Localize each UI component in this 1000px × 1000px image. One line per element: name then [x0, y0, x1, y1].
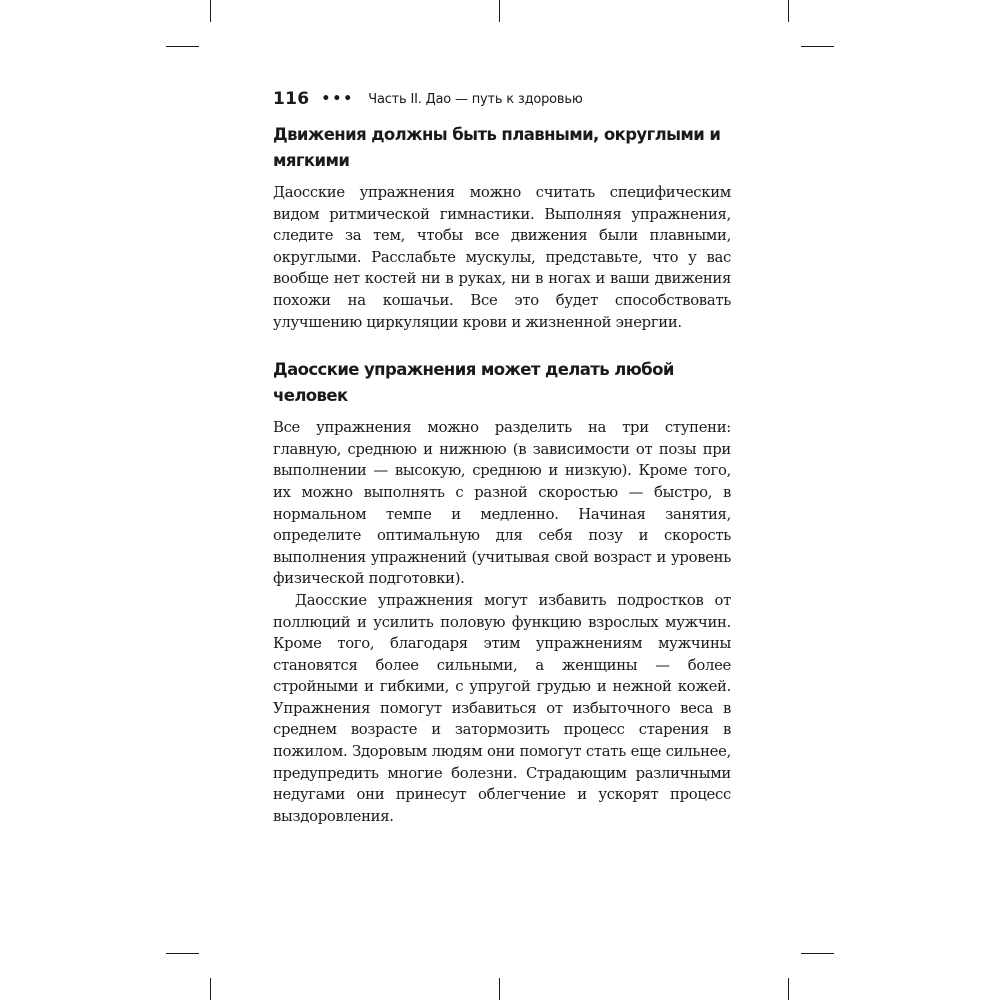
crop-mark-left-top [166, 46, 199, 47]
crop-mark-top-right [788, 0, 789, 22]
running-header [273, 86, 731, 112]
section-heading: Даосские упражнения может делать любой человек [273, 360, 674, 406]
crop-mark-left-bottom [166, 953, 199, 954]
body-paragraph: Даосские упражнения могут избавить подростков от поллюций и усилить половую функцию взрослых мужчин. Кроме того, благодаря этим упражнениям мужчины становятся более сильными, а женщины — более стройными и гибкими, с упругой грудью и нежной кожей. Упражнения помогут избавиться от избыточного веса в среднем возрасте и затормозить процесс старения в пожилом. Здоровым людям они помогут стать еще сильнее, предупредить многие болезни. Страдающим различными недугами они принесут облегчение и ускорят процесс выздоровления. [273, 591, 731, 825]
book-page [273, 86, 731, 827]
body-paragraph: Все упражнения можно разделить на три ступени: главную, среднюю и нижнюю (в зависимости от позы при выполнении — высокую, среднюю и низкую). Кроме того, их можно выполнять с разной скоростью — быстро, в нормальном темпе и медленно. Начиная занятия, определите оптимальную для себя позу и скорость выполнения упражнений (учитывая свой возраст и уровень физической подготовки). [273, 419, 731, 588]
crop-mark-right-top [801, 46, 834, 47]
header-separator: ••• [321, 91, 355, 107]
crop-mark-right-bottom [801, 953, 834, 954]
crop-mark-bottom-right [788, 978, 789, 1000]
page-number: 116 [273, 89, 310, 109]
crop-mark-bottom-center [499, 978, 500, 1000]
crop-mark-top-left [210, 0, 211, 22]
running-title: Часть II. Дао — путь к здоровью [368, 91, 583, 107]
crop-mark-top-center [499, 0, 500, 22]
crop-mark-bottom-left [210, 978, 211, 1000]
section-heading: Движения должны быть плавными, округлыми и мягкими [273, 125, 721, 170]
body-paragraph: Даосские упражнения можно считать специфическим видом ритмической гимнастики. Выполняя упражнения, следите за тем, чтобы все движения были плавными, округлыми. Расслабьте мускулы, представьте, что у вас вообще нет костей ни в руках, ни в ногах и ваши движения похожи на кошачьи. Все это будет способствовать улучшению циркуляции крови и жизненной энергии. [273, 184, 731, 331]
